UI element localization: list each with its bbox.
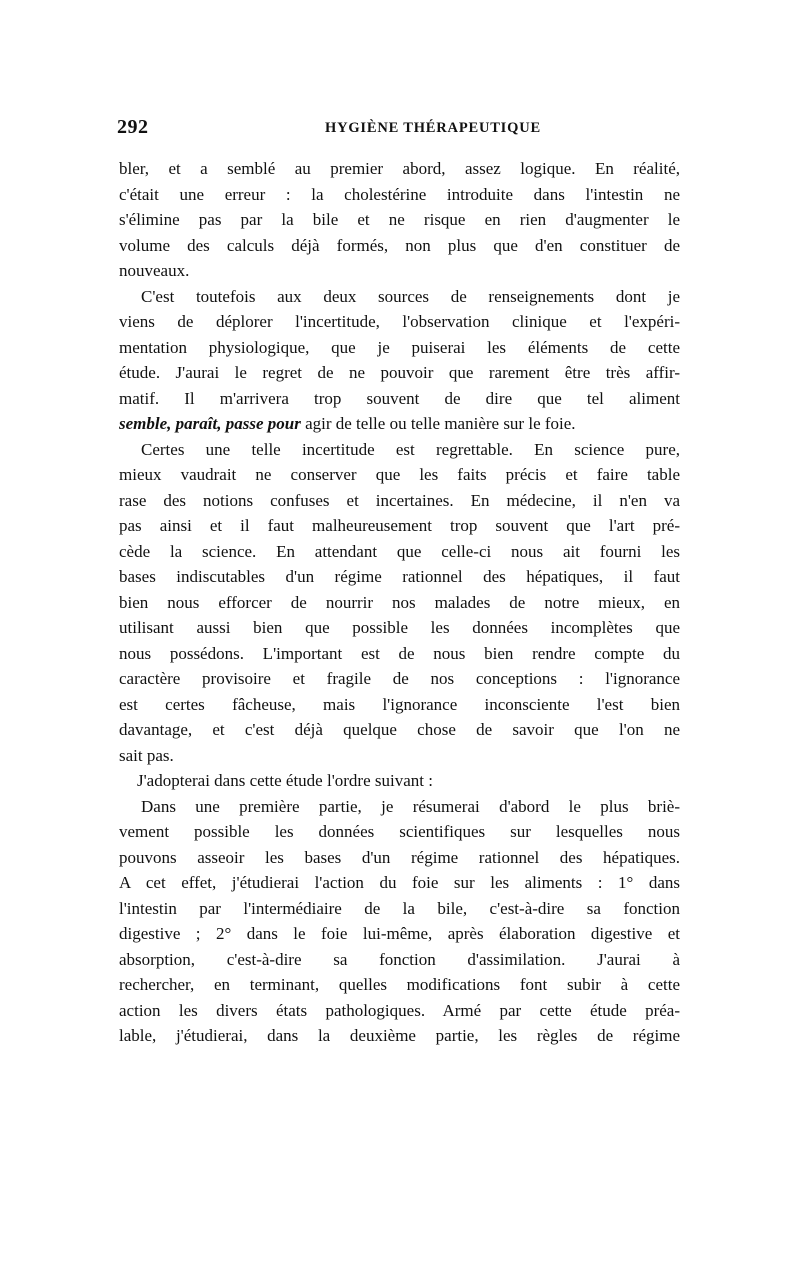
text-line: digestive ; 2° dans le foie lui-même, après élaboration digestive et xyxy=(119,924,680,943)
page-number: 292 xyxy=(117,116,149,138)
text-line: lable, j'étudierai, dans la deuxième partie, les règles de régime xyxy=(119,1026,680,1045)
text-line: mentation physiologique, que je puiserai les éléments de cette xyxy=(119,337,680,357)
text-line: nouveaux. xyxy=(119,261,190,280)
text-line: l'intestin par l'intermédiaire de la bile, c'est-à-dire sa fonction xyxy=(119,898,680,918)
text-line: c'était une erreur : la cholestérine introduite dans l'intestin ne xyxy=(119,184,680,204)
running-head xyxy=(117,116,680,146)
text-line: bien nous efforcer de nourrir nos malades de notre mieux, en xyxy=(119,592,680,612)
text-fragment: agir de telle ou telle manière sur le foie. xyxy=(305,414,576,433)
text-line: davantage, et c'est déjà quelque chose de savoir que l'on ne xyxy=(119,720,680,739)
text-line: nous possédons. L'important est de nous bien rendre compte du xyxy=(119,643,680,663)
text-line: étude. J'aurai le regret de ne pouvoir que rarement être très affir- xyxy=(119,363,680,382)
text-line: pas ainsi et il faut malheureusement trop souvent que l'art pré- xyxy=(119,516,680,535)
text-line: Dans une première partie, je résumerai d'abord le plus briè- xyxy=(141,796,680,816)
text-line: pouvons asseoir les bases d'un régime rationnel des hépatiques. xyxy=(119,847,680,867)
text-line: action les divers états pathologiques. Armé par cette étude préa- xyxy=(119,1000,680,1020)
text-line: est certes fâcheuse, mais l'ignorance inconsciente l'est bien xyxy=(119,694,680,714)
text-line-italic xyxy=(119,411,680,437)
text-line: matif. Il m'arrivera trop souvent de dire que tel aliment xyxy=(119,388,680,408)
text-line: bler, et a semblé au premier abord, assez logique. En réalité, xyxy=(119,159,680,178)
text-line: volume des calculs déjà formés, non plus que d'en constituer de xyxy=(119,235,680,255)
text-line: utilisant aussi bien que possible les données incomplètes que xyxy=(119,618,680,637)
text-line: viens de déplorer l'incertitude, l'observation clinique et l'expéri- xyxy=(119,312,680,331)
text-line: absorption, c'est-à-dire sa fonction d'assimilation. J'aurai à xyxy=(119,949,680,969)
text-line: A cet effet, j'étudierai l'action du foie sur les aliments : 1° dans xyxy=(119,873,680,892)
text-line: J'adopterai dans cette étude l'ordre suivant : xyxy=(137,771,433,790)
text-line: Certes une telle incertitude est regrettable. En science pure, xyxy=(141,439,680,459)
text-line: s'élimine pas par la bile et ne risque en rien d'augmenter le xyxy=(119,210,680,229)
text-line: sait pas. xyxy=(119,745,174,765)
text-line: C'est toutefois aux deux sources de renseignements dont je xyxy=(141,286,680,306)
text-line: rechercher, en terminant, quelles modifications font subir à cette xyxy=(119,975,680,994)
italic-phrase: semble, xyxy=(119,414,172,433)
body-text xyxy=(119,156,680,1049)
text-line: bases indiscutables d'un régime rationnel des hépatiques, il faut xyxy=(119,567,680,586)
italic-phrase: paraît, passe pour xyxy=(175,414,301,433)
running-title: HYGIÈNE THÉRAPEUTIQUE xyxy=(325,120,541,136)
text-line: cède la science. En attendant que celle-ci nous ait fourni les xyxy=(119,541,680,561)
text-line: mieux vaudrait ne conserver que les faits précis et faire table xyxy=(119,465,680,484)
text-line: caractère provisoire et fragile de nos conceptions : l'ignorance xyxy=(119,669,680,688)
text-line: vement possible les données scientifiques sur lesquelles nous xyxy=(119,822,680,841)
text-line: rase des notions confuses et incertaines. En médecine, il n'en va xyxy=(119,490,680,510)
